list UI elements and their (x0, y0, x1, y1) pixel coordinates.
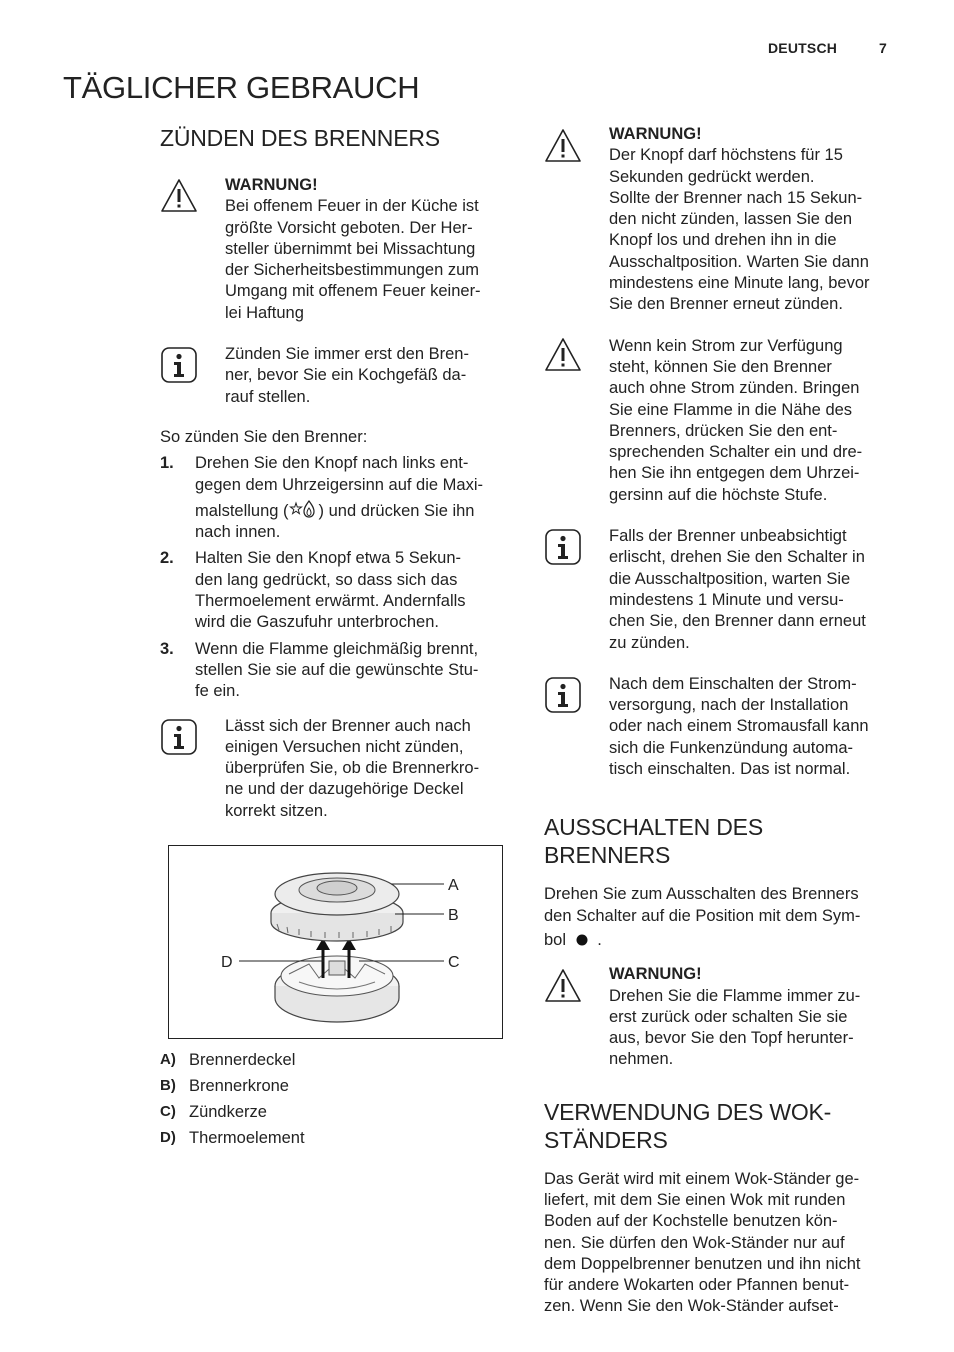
left-column (160, 120, 512, 1151)
list-item: 1. Drehen Sie den Knopf nach links ent- gegen dem Uhrzeigersinn auf die Maxi- malstellung ( ) und drücken Sie ihn nach innen. (160, 454, 483, 542)
label-d: D (221, 954, 233, 972)
section-title-wok-stand: VERWENDUNG DES WOK- STÄNDERS (544, 1098, 832, 1153)
list-item: D) Thermoelement (160, 1129, 305, 1148)
figure-legend (160, 1047, 512, 1151)
warning-title: WARNUNG! (609, 965, 702, 984)
info-text: Falls der Brenner unbeabsichtigt erlischt, drehen Sie den Schalter in die Ausschaltposition, warten Sie mindestens 1 Minute und versu- chen Sie, den Brenner dann erneut zu zünden. (609, 527, 866, 652)
list-item: B) Brennerkrone (160, 1077, 289, 1096)
warning-icon (544, 336, 582, 374)
burner-illustration (169, 846, 502, 1038)
info-text: Zünden Sie immer erst den Bren- ner, bevor Sie ein Kochgefäß da- rauf stellen. (225, 345, 469, 406)
wok-stand-text: Das Gerät wird mit einem Wok-Ständer ge- liefert, mit dem Sie einen Wok mit runden Boden auf der Kochstelle benutzen kön- nen. Sie dürfen den Wok-Ständer nur auf dem Doppelbrenner benutzen und ihn nicht für andere Wokarten oder Pfannen benut- zen. Wenn Sie den Wok-Ständer aufset- (544, 1169, 861, 1316)
info-icon (160, 346, 198, 384)
info-text: Nach dem Einschalten der Strom- versorgung, nach der Installation oder nach einem Stromausfall kann sich die Funkenzündung automa- tisch einschalten. Das ist normal. (609, 674, 869, 779)
burner-diagram (168, 845, 503, 1039)
info-icon (160, 718, 198, 756)
off-position-dot-icon (571, 932, 593, 948)
list-item: 3. Wenn die Flamme gleichmäßig brennt, stellen Sie sie auf die gewünschte Stu- fe ein. (160, 639, 479, 701)
warning-icon (160, 177, 198, 215)
warning-text: Wenn kein Strom zur Verfügung steht, können Sie den Brenner auch ohne Strom zünden. Bringen Sie eine Flamme in die Nähe des Brenners, drücken Sie den ent- sprechenden Schalter ein und dre- hen Sie ihn entgegen dem Uhrzei- gersinn auf die höchste Stufe. (609, 336, 863, 504)
label-a: A (448, 877, 459, 895)
warning-text: Drehen Sie die Flamme immer zu- erst zurück oder schalten Sie sie aus, bevor Sie den Topf herunter- nehmen. (609, 986, 861, 1069)
section-title-switch-off: AUSSCHALTEN DES BRENNERS (544, 814, 763, 869)
list-item: C) Zündkerze (160, 1103, 267, 1122)
warning-title: WARNUNG! (609, 125, 702, 143)
info-note-spark-ignition (544, 674, 896, 780)
info-icon (544, 676, 582, 714)
warning-text: Bei offenem Feuer in der Küche ist größte Vorsicht geboten. Der Her- steller übernimmt bei Missachtung der Sicherheitsbestimmungen zum Umgang mit offenem Feuer keiner- lei Haftung (225, 197, 481, 322)
warning-note-no-power (544, 336, 896, 506)
warning-icon (544, 127, 582, 165)
label-b: B (448, 907, 459, 925)
list-item: A) Brennerdeckel (160, 1051, 296, 1070)
steps-list (160, 453, 512, 702)
info-note-not-igniting (160, 716, 512, 822)
switch-off-text: Drehen Sie zum Ausschalten des Brenners den Schalter auf die Position mit dem Sym- bol . (544, 885, 861, 949)
label-c: C (448, 954, 460, 972)
max-flame-symbol-icon (289, 499, 319, 519)
header-language: DEUTSCH (768, 40, 838, 56)
warning-title: WARNUNG! (225, 176, 318, 194)
info-icon (544, 528, 582, 566)
warning-text: Der Knopf darf höchstens für 15 Sekunden gedrückt werden. Sollte der Brenner nach 15 Sekun- den nicht zünden, lassen Sie den Knopf los und drehen ihn in die Ausschaltposition. Warten Sie dann mindestens eine Minute lang, bevor Sie den Brenner erneut zünden. (609, 146, 870, 314)
right-column (544, 124, 896, 1318)
info-note-ignite-first (160, 344, 512, 408)
warning-note-remove-pot (544, 964, 896, 1070)
warning-note-open-fire (160, 175, 512, 324)
section-title-ignite: ZÜNDEN DES BRENNERS (160, 125, 440, 151)
page-title: TÄGLICHER GEBRAUCH (63, 70, 420, 105)
list-item: 2. Halten Sie den Knopf etwa 5 Sekun- den lang gedrückt, so dass sich das Thermoelement erwärmt. Andernfalls wird die Gaszufuhr unterbrochen. (160, 549, 466, 632)
steps-intro: So zünden Sie den Brenner: (160, 427, 368, 446)
warning-note-press-duration (544, 124, 896, 316)
page-number: 7 (879, 40, 887, 56)
info-text: Lässt sich der Brenner auch nach einigen Versuchen nicht zünden, überprüfen Sie, ob die Brennerkro- ne und der dazugehörige Deckel korrekt sitzen. (225, 716, 480, 820)
info-note-flame-out (544, 526, 896, 654)
warning-icon (544, 967, 582, 1005)
